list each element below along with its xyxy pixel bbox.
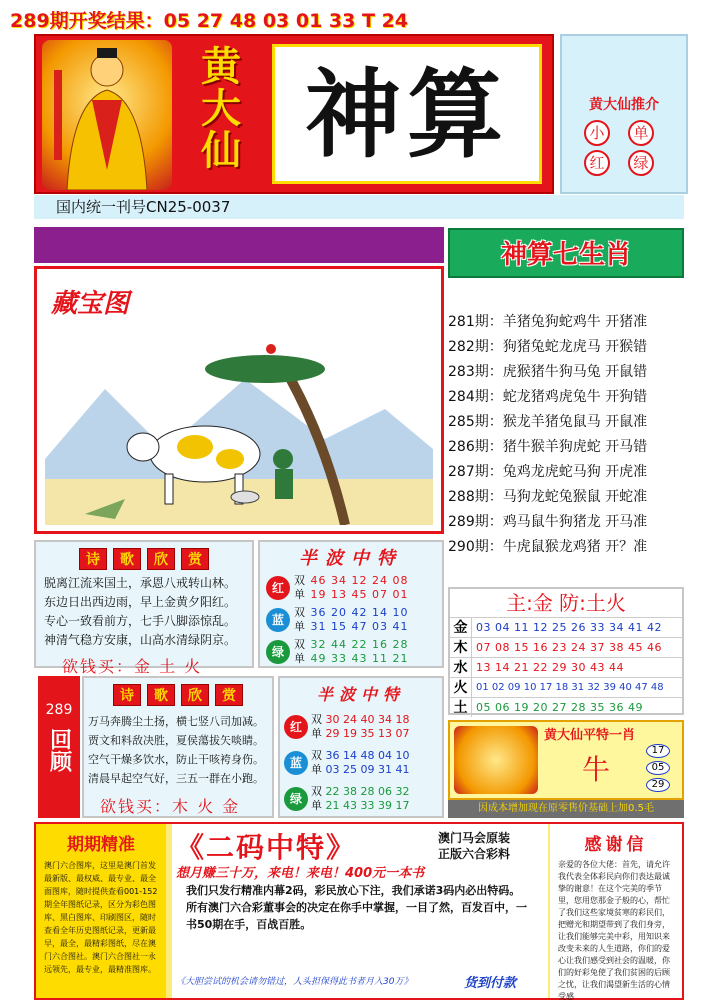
list-item: 282期：狗猪兔蛇龙虎马 开猴错 [448,339,648,355]
poem-line: 神清气稳方安康，山高水清绿阴京。 [44,633,237,647]
poem-line: 空气干燥多饮水，防止干咳袴身伤。 [88,753,264,766]
qsx-list [448,310,684,580]
publication-number: 国内统一刊号CN25-0037 [34,195,684,219]
list-item: 288期：马狗龙蛇兔猴鼠 开蛇准 [448,489,648,505]
tag-green: 绿 [628,150,654,176]
thanks-title: 感谢信 [584,835,648,855]
list-item: 285期：猴龙羊猪兔鼠马 开鼠准 [448,414,648,430]
list-item: 281期：羊猪兔狗蛇鸡牛 开猪准 [448,314,648,330]
buy-text: 欲钱买：金 土 火 [62,657,203,676]
tag-small: 小 [584,120,610,146]
deity-figure-icon [42,40,172,190]
poem-title: 诗 歌 欣 赏 [36,548,252,570]
wuxing-row: 水 13 14 21 22 29 30 43 44 [450,657,682,677]
bb-group-blue: 蓝 双 36 20 42 14 10 单 31 15 47 03 41 [266,604,436,636]
list-item: 287期：兔鸡龙虎蛇马狗 开虎准 [448,464,648,480]
wuxing-row: 金 03 04 11 12 25 26 33 34 41 42 [450,617,682,637]
bottom-section [34,822,684,1000]
wuxing-table [448,587,684,715]
wuxing-row: 火 01 02 09 10 17 18 31 32 39 40 47 48 [450,677,682,697]
pingte-num: 29 [646,778,670,792]
emz-panel [172,824,548,998]
wuxing-row: 木 07 08 15 16 23 24 37 38 45 46 [450,637,682,657]
wuxing-title: 主:金 防:土火 [506,591,626,615]
treasure-map-panel [34,266,444,534]
deity-illustration [42,40,172,190]
xian-char: 仙 [201,127,241,174]
top-result: 289期开奖结果：05 27 48 03 01 33 T 24 [10,10,409,32]
poem-panel-1 [34,540,254,676]
list-item: 283期：虎猴猪牛狗马兔 开鼠错 [448,364,648,380]
thanks-text: 亲爱的各位大佬：首先，请允许我代表全体彩民向你们表达最诚挚的谢意！在这个完美的季节里，您用您那金子般的心，帮忙了我们这些家境贫寒的彩民们，把赠光和期望带到了我们身旁，让我们能够完美中彩，用知识来改变未来的人生道路，你们的爱心让我们感受到社会的温暖，你们的好彩兔使了我们贫困的后顾之忧，让我们渴望新生活的心情受感 [558,860,670,1001]
list-item: 290期：牛虎鼠猴龙鸡猪 开？准 [448,539,648,555]
header-banner [34,34,554,194]
poem-title: 诗 歌 欣 赏 [84,684,272,706]
pay-text: 货到付款 [464,976,517,991]
deity-small-icon [454,726,538,794]
bb-group-green: 绿 双 32 44 22 16 28 单 49 33 43 11 21 [266,636,436,668]
emz-title: 《二码中特》 [176,831,357,864]
purple-divider [34,227,444,263]
bb-title: 半波中特 [299,548,403,569]
bb-group-red: 红 双 30 24 40 34 18 单 29 19 35 13 07 [284,709,438,745]
thanks-panel [550,824,682,1001]
emz-slogan: 想月赚三十万，来电！来电！400元一本书 [176,866,425,881]
pingte-box [448,720,684,800]
da-char: 大 [201,85,241,132]
list-item: 289期：鸡马鼠牛狗猪龙 开马准 [448,514,648,530]
qqjz-text: 澳门六合图库，这里是澳门首发最新版、最权威、最专业、最全面图库，随时提供查看001-152期全年图纸记录，区分为彩色图库、黑白图库、印刷图区，随时查看全年历史图纸记录，更新最早，最全，最精彩图纸，尽在澳门六合图社。澳门六合图社一永远领先，最专业，最精准图库。 [44,861,158,974]
bb-panel-2 [278,676,444,818]
bb-group-blue: 蓝 双 36 14 48 04 10 单 03 25 09 31 41 [284,745,438,781]
qqjz-title: 期期精准 [67,835,135,855]
huang-daxian-title [186,43,256,174]
tag-single: 单 [628,120,654,146]
wuxing-row: 土 05 06 19 20 27 28 35 36 49 [450,697,682,717]
pingte-num: 17 [646,744,670,758]
bb-title: 半波中特 [316,685,405,704]
tag-red: 红 [584,150,610,176]
poem-line: 贾文和料敌决胜，夏侯蕩拔矢啖睛。 [88,734,264,747]
poem-line: 万马奔腾尘土扬，横七竖八司加减。 [88,715,264,728]
poem-line: 脱离江流来国土，承恩八戒转山林。 [44,576,237,590]
buy-text: 欲钱买：木 火 金 [100,797,241,816]
bb-panel-1 [258,540,444,668]
emz-footer: 《大胆尝试的机会请勿错过，人头担保得此书者月入30万》 [176,977,413,987]
huang-char: 黄 [201,43,241,90]
bb-group-red: 红 双 46 34 12 24 08 单 19 13 45 07 01 [266,572,436,604]
bb-group-green: 绿 双 22 38 28 06 32 单 21 43 33 39 17 [284,781,438,817]
qqjz-panel [36,824,166,998]
pingte-zodiac: 牛 [582,753,611,786]
pingte-num: 05 [646,761,670,775]
list-item: 284期：蛇龙猪鸡虎兔牛 开狗错 [448,389,648,405]
poem-line: 东边日出西边雨，早上金黄夕阳红。 [44,595,237,609]
review-badge: 289 回顾 [38,676,80,818]
list-item: 286期：猪牛猴羊狗虎蛇 开马错 [448,439,648,455]
pingte-title: 黄大仙平特一肖 [544,728,636,743]
main-title: 神算 [272,44,542,184]
notice-bar: 因成本增加现在原零售价基础上加0.5毛 [448,800,684,818]
cow-scene-icon [45,339,433,525]
emz-side: 澳门马会原装 正版六合彩料 [438,831,511,861]
qsx-title: 神算七生肖 [500,240,631,270]
poem-panel-2 [82,676,274,818]
recommend-box [560,34,688,194]
recommend-title: 黄大仙推介 [589,97,659,113]
emz-body: 我们只发行精准内幕2码，彩民放心下注，我们承诺3码内必出特码。所有澳门六合彩董事会的决定在你手中掌握，一目了然，百发百中，一书50期在手，百战百胜。 [186,884,527,931]
treasure-title: 藏宝图 [51,289,130,319]
poem-line: 清晨早起空气好，三五一群在小跑。 [88,772,264,785]
qsx-title-box [448,228,684,278]
poem-line: 专心一致看前方，七手八脚添惊乱。 [44,614,237,628]
